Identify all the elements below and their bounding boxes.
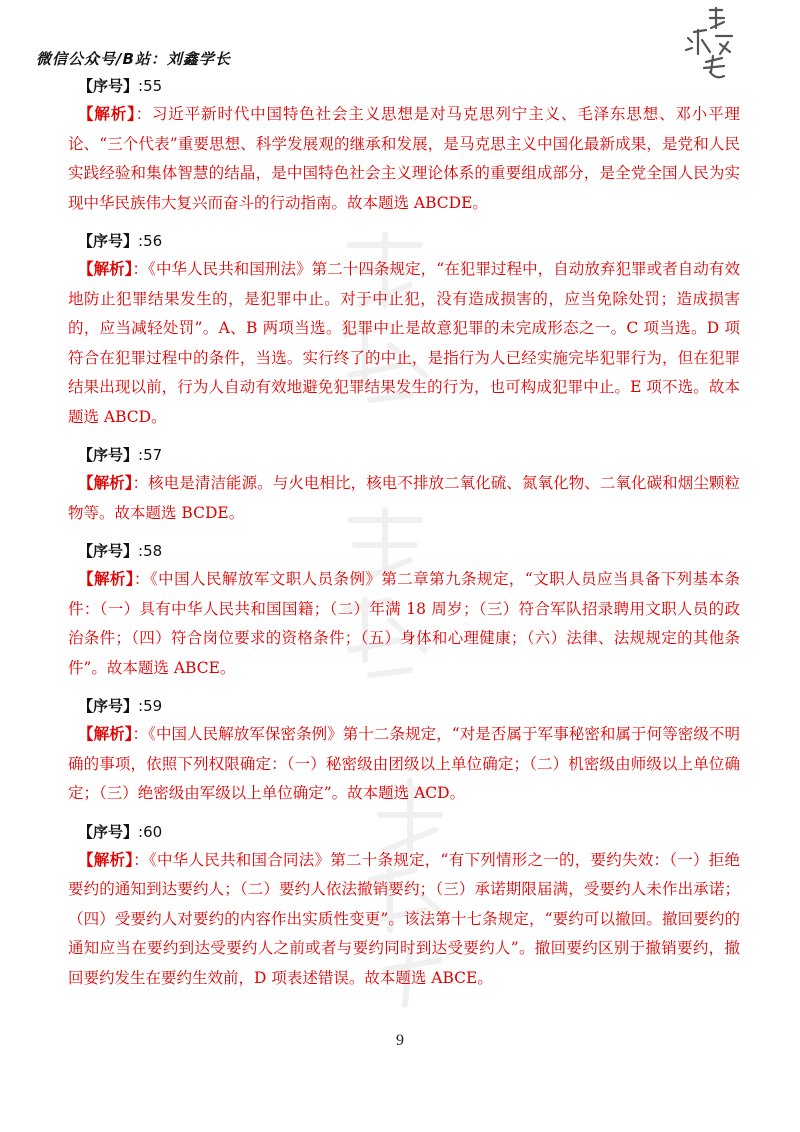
analysis-text: ：《中国人民解放军文职人员条例》第二章第九条规定，“文职人员应当具备下列基本条件：（一）具有中华人民共和国国籍；（二）年满 18 周岁；（三）符合军队招录聘用文职人员的政治条件；（四）符合岗位要求的资格条件；（五）身体和心理健康；（六）法律、法规规定的其他条件”。故本题选 ABCE。 — [68, 570, 740, 677]
header-source-text: 微信公众号/B站：刘鑫学长 — [36, 50, 231, 68]
sequence-line — [78, 227, 740, 255]
sequence-line — [78, 692, 740, 720]
analysis-label: 【解析】 — [78, 105, 136, 123]
sequence-label: 【序号】 — [78, 822, 139, 841]
sequence-number: :55 — [138, 77, 163, 95]
sequence-label: 【序号】 — [78, 77, 139, 95]
analysis-paragraph — [68, 720, 740, 809]
answer-entry-60 — [68, 818, 740, 994]
analysis-text: ：核电是清洁能源。与火电相比，核电不排放二氧化硫、氮氧化物、二氧化碳和烟尘颗粒物等。故本题选 BCDE。 — [68, 474, 740, 522]
sequence-label: 【序号】 — [78, 542, 139, 560]
analysis-paragraph — [68, 565, 740, 683]
analysis-paragraph — [68, 100, 740, 218]
answer-entry-56 — [68, 227, 740, 432]
sequence-label: 【序号】 — [78, 232, 139, 250]
answer-entry-58 — [68, 537, 740, 683]
sequence-label: 【序号】 — [78, 697, 139, 715]
answer-entry-55 — [68, 72, 740, 218]
sequence-number: :59 — [138, 697, 163, 715]
sequence-line — [78, 818, 740, 846]
analysis-paragraph — [68, 469, 740, 528]
analysis-label: 【解析】 — [78, 260, 133, 278]
sequence-line — [78, 72, 740, 100]
sequence-number: :60 — [138, 822, 163, 841]
analysis-label: 【解析】 — [78, 850, 134, 869]
analysis-label: 【解析】 — [78, 570, 135, 588]
chaoguan-gongkao-seal-icon — [680, 6, 740, 82]
analysis-text: ：《中国人民解放军保密条例》第十二条规定，“对是否属于军事秘密和属于何等密级不明确的事项，依照下列权限确定：（一）秘密级由团级以上单位确定；（二）机密级由师级以上单位确定；（三）绝密级由军级以上单位确定”。故本题选 ACD。 — [68, 725, 740, 802]
sequence-line — [78, 441, 740, 469]
analysis-label: 【解析】 — [78, 725, 133, 743]
page-number: 9 — [396, 1032, 404, 1049]
answer-list — [68, 72, 740, 1002]
sequence-number: :58 — [138, 542, 163, 560]
analysis-label: 【解析】 — [78, 474, 133, 492]
sequence-number: :56 — [138, 232, 163, 250]
analysis-paragraph — [68, 255, 740, 432]
answer-entry-57 — [68, 441, 740, 528]
analysis-text: ：《中华人民共和国合同法》第二十条规定，“有下列情形之一的，要约失效：（一）拒绝要约的通知到达要约人；（二）要约人依法撤销要约；（三）承诺期限届满，受要约人未作出承诺；（四）受要约人对要约的内容作出实质性变更”。该法第十七条规定，“要约可以撤回。撤回要约的通知应当在要约到达受要约人之前或者与要约同时到达受要约人”。撤回要约区别于撤销要约，撤回要约发生在要约生效前，D 项表述错误。故本题选 ABCE。 — [68, 850, 740, 987]
sequence-label: 【序号】 — [78, 446, 139, 464]
analysis-paragraph — [68, 846, 740, 994]
sequence-line — [78, 537, 740, 565]
answer-entry-59 — [68, 692, 740, 809]
analysis-text: ：《中华人民共和国刑法》第二十四条规定，“在犯罪过程中，自动放弃犯罪或者自动有效地防止犯罪结果发生的，是犯罪中止。对于中止犯，没有造成损害的，应当免除处罚；造成损害的，应当减轻处罚”。A、B 两项当选。犯罪中止是故意犯罪的未完成形态之一。C 项当选。D 项符合在犯罪过程中的条件，当选。实行终了的中止，是指行为人已经实施完毕犯罪行为，但在犯罪结果出现以前，行为人自动有效地避免犯罪结果发生的行为，也可构成犯罪中止。E 项不选。故本题选 ABCD。 — [68, 260, 740, 426]
sequence-number: :57 — [138, 446, 163, 464]
analysis-text: ：习近平新时代中国特色社会主义思想是对马克思列宁主义、毛泽东思想、邓小平理论、“三个代表”重要思想、科学发展观的继承和发展，是马克思主义中国化最新成果，是党和人民实践经验和集体智慧的结晶，是中国特色社会主义理论体系的重要组成部分，是全党全国人民为实现中华民族伟大复兴而奋斗的行动指南。故本题选 ABCDE。 — [68, 105, 740, 212]
